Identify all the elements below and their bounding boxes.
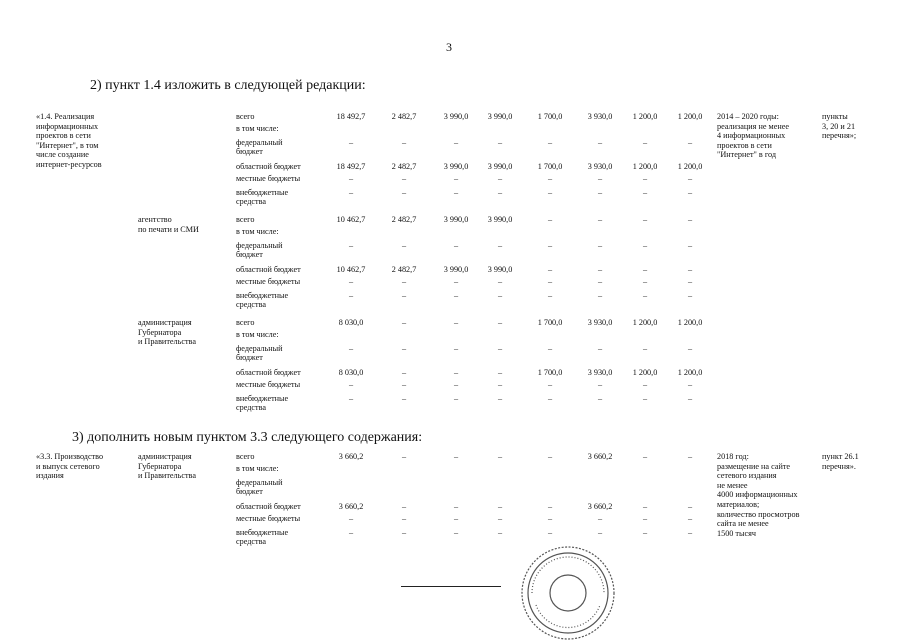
value-cell: 10 462,7 (336, 215, 366, 224)
value-cell: 2 482,7 (391, 162, 417, 171)
value-cell: 3 660,2 (338, 502, 364, 511)
value-cell: – (401, 528, 407, 537)
value-cell: 1 200,0 (632, 368, 658, 377)
value-cell: – (597, 215, 603, 224)
value-cell: – (687, 344, 693, 353)
value-cell: – (597, 344, 603, 353)
row-label: местные бюджеты (236, 514, 301, 523)
row-label: федеральный бюджет (236, 138, 283, 156)
value-cell: – (497, 188, 503, 197)
executor: агентство по печати и СМИ (138, 215, 199, 234)
value-cell: 3 990,0 (443, 162, 469, 171)
value-cell: 3 990,0 (487, 265, 513, 274)
value-cell: – (401, 318, 407, 327)
row-label: областной бюджет (236, 502, 301, 511)
value-cell: 1 700,0 (537, 368, 563, 377)
value-cell: 8 030,0 (338, 318, 364, 327)
value-cell: – (597, 528, 603, 537)
value-cell: 3 990,0 (487, 112, 513, 121)
value-cell: – (401, 452, 407, 461)
value-cell: – (401, 277, 407, 286)
value-cell: – (642, 394, 648, 403)
row-label: областной бюджет (236, 368, 301, 377)
value-cell: – (547, 174, 553, 183)
row-label: федеральный бюджет (236, 241, 283, 259)
value-cell: – (453, 174, 459, 183)
value-cell: – (348, 344, 354, 353)
value-cell: 3 990,0 (443, 112, 469, 121)
value-cell: – (547, 514, 553, 523)
value-cell: – (642, 528, 648, 537)
value-cell: 1 200,0 (632, 112, 658, 121)
value-cell: 18 492,7 (336, 112, 366, 121)
value-cell: – (642, 174, 648, 183)
row-label: местные бюджеты (236, 277, 301, 286)
value-cell: – (497, 452, 503, 461)
value-cell: – (597, 188, 603, 197)
value-cell: 1 200,0 (677, 368, 703, 377)
value-cell: – (547, 344, 553, 353)
executor: администрация Губернатора и Правительства (138, 452, 196, 481)
value-cell: 1 200,0 (677, 318, 703, 327)
value-cell: – (642, 514, 648, 523)
value-cell: – (453, 138, 459, 147)
value-cell: – (642, 265, 648, 274)
value-cell: – (401, 514, 407, 523)
value-cell: 1 700,0 (537, 112, 563, 121)
value-cell: – (687, 291, 693, 300)
row-label: внебюджетные средства (236, 528, 289, 546)
value-cell: 3 660,2 (587, 502, 613, 511)
value-cell: 3 990,0 (487, 162, 513, 171)
row-label: в том числе: (236, 330, 279, 339)
value-cell: – (642, 277, 648, 286)
value-cell: – (453, 291, 459, 300)
value-cell: – (497, 277, 503, 286)
signature-line (401, 586, 501, 587)
value-cell: – (497, 174, 503, 183)
value-cell: – (401, 174, 407, 183)
value-cell: 3 990,0 (487, 215, 513, 224)
value-cell: – (547, 265, 553, 274)
row-label: внебюджетные средства (236, 188, 289, 206)
row-label: областной бюджет (236, 162, 301, 171)
value-cell: 3 930,0 (587, 112, 613, 121)
value-cell: – (597, 291, 603, 300)
value-cell: – (453, 514, 459, 523)
value-cell: – (453, 394, 459, 403)
value-cell: – (687, 452, 693, 461)
row-label: в том числе: (236, 227, 279, 236)
value-cell: – (687, 215, 693, 224)
value-cell: – (497, 241, 503, 250)
value-cell: – (497, 502, 503, 511)
value-cell: 3 660,2 (338, 452, 364, 461)
value-cell: 2 482,7 (391, 215, 417, 224)
value-cell: – (348, 188, 354, 197)
value-cell: – (547, 452, 553, 461)
value-cell: – (401, 502, 407, 511)
round-seal-stamp-icon (518, 543, 618, 643)
expected-result: 2014 – 2020 годы: реализация не менее 4 информационных проектов в сети "Интернет" в год (717, 112, 789, 160)
row-label: местные бюджеты (236, 380, 301, 389)
value-cell: 3 990,0 (443, 265, 469, 274)
value-cell: 3 930,0 (587, 162, 613, 171)
measure-name: «1.4. Реализация информационных проектов в сети "Интернет", в том числе создание интернет-ресурсов (36, 112, 102, 169)
value-cell: – (547, 215, 553, 224)
value-cell: – (597, 380, 603, 389)
value-cell: – (453, 277, 459, 286)
value-cell: – (401, 394, 407, 403)
value-cell: – (687, 188, 693, 197)
reference: пункты 3, 20 и 21 перечня»; (822, 112, 857, 141)
value-cell: 2 482,7 (391, 265, 417, 274)
value-cell: 3 930,0 (587, 368, 613, 377)
value-cell: – (348, 528, 354, 537)
value-cell: – (597, 174, 603, 183)
value-cell: – (497, 368, 503, 377)
value-cell: – (642, 188, 648, 197)
row-label: местные бюджеты (236, 174, 301, 183)
value-cell: – (642, 215, 648, 224)
value-cell: – (547, 502, 553, 511)
value-cell: – (453, 528, 459, 537)
value-cell: – (497, 344, 503, 353)
value-cell: – (497, 528, 503, 537)
value-cell: – (687, 380, 693, 389)
value-cell: – (687, 394, 693, 403)
value-cell: – (453, 368, 459, 377)
value-cell: – (453, 502, 459, 511)
value-cell: – (597, 394, 603, 403)
value-cell: – (547, 241, 553, 250)
measure-name: «3.3. Производство и выпуск сетевого издания (36, 452, 104, 481)
value-cell: – (642, 452, 648, 461)
row-label: федеральный бюджет (236, 478, 283, 496)
row-label: всего (236, 215, 255, 224)
value-cell: – (401, 291, 407, 300)
value-cell: 1 200,0 (632, 162, 658, 171)
value-cell: – (642, 502, 648, 511)
value-cell: – (597, 241, 603, 250)
value-cell: 10 462,7 (336, 265, 366, 274)
value-cell: 3 660,2 (587, 452, 613, 461)
value-cell: – (547, 380, 553, 389)
value-cell: 1 200,0 (632, 318, 658, 327)
value-cell: – (401, 188, 407, 197)
value-cell: – (642, 380, 648, 389)
row-label: всего (236, 112, 255, 121)
value-cell: – (597, 138, 603, 147)
row-label: федеральный бюджет (236, 344, 283, 362)
value-cell: – (453, 241, 459, 250)
value-cell: 1 700,0 (537, 318, 563, 327)
row-label: в том числе: (236, 124, 279, 133)
value-cell: – (547, 138, 553, 147)
value-cell: – (453, 344, 459, 353)
value-cell: – (597, 277, 603, 286)
value-cell: – (453, 318, 459, 327)
value-cell: – (597, 514, 603, 523)
value-cell: – (348, 138, 354, 147)
row-label: областной бюджет (236, 265, 301, 274)
value-cell: – (642, 344, 648, 353)
value-cell: 8 030,0 (338, 368, 364, 377)
value-cell: – (348, 394, 354, 403)
value-cell: – (687, 528, 693, 537)
value-cell: – (687, 241, 693, 250)
value-cell: – (348, 291, 354, 300)
value-cell: – (497, 291, 503, 300)
value-cell: – (547, 291, 553, 300)
value-cell: 18 492,7 (336, 162, 366, 171)
value-cell: 3 930,0 (587, 318, 613, 327)
value-cell: – (642, 291, 648, 300)
row-label: внебюджетные средства (236, 291, 289, 309)
page-number: 3 (446, 40, 452, 54)
value-cell: – (547, 277, 553, 286)
value-cell: – (687, 502, 693, 511)
executor: администрация Губернатора и Правительства (138, 318, 196, 347)
value-cell: – (401, 138, 407, 147)
expected-result: 2018 год: размещение на сайте сетевого издания не менее 4000 информационных материалов; количество просмотров сайта не менее 1500 тысяч (717, 452, 800, 538)
row-label: всего (236, 318, 255, 327)
value-cell: – (401, 380, 407, 389)
value-cell: 1 700,0 (537, 162, 563, 171)
row-label: всего (236, 452, 255, 461)
value-cell: 3 990,0 (443, 215, 469, 224)
value-cell: – (687, 174, 693, 183)
value-cell: – (642, 138, 648, 147)
row-label: внебюджетные средства (236, 394, 289, 412)
value-cell: – (401, 241, 407, 250)
value-cell: 1 200,0 (677, 162, 703, 171)
value-cell: – (642, 241, 648, 250)
value-cell: – (687, 265, 693, 274)
value-cell: – (348, 380, 354, 389)
value-cell: – (687, 514, 693, 523)
value-cell: – (348, 277, 354, 286)
row-label: в том числе: (236, 464, 279, 473)
value-cell: – (497, 138, 503, 147)
value-cell: – (547, 394, 553, 403)
section-heading-item-1-4: 2) пункт 1.4 изложить в следующей редакции: (90, 78, 366, 93)
value-cell: – (547, 528, 553, 537)
value-cell: – (453, 380, 459, 389)
value-cell: – (453, 188, 459, 197)
value-cell: – (401, 344, 407, 353)
value-cell: – (687, 277, 693, 286)
value-cell: 1 200,0 (677, 112, 703, 121)
value-cell: – (687, 138, 693, 147)
value-cell: – (597, 265, 603, 274)
value-cell: – (348, 174, 354, 183)
value-cell: 2 482,7 (391, 112, 417, 121)
value-cell: – (497, 394, 503, 403)
value-cell: – (453, 452, 459, 461)
value-cell: – (497, 380, 503, 389)
reference: пункт 26.1 перечня». (822, 452, 859, 471)
value-cell: – (547, 188, 553, 197)
section-heading-item-3-3: 3) дополнить новым пунктом 3.3 следующего содержания: (72, 430, 423, 445)
value-cell: – (497, 318, 503, 327)
value-cell: – (348, 241, 354, 250)
value-cell: – (497, 514, 503, 523)
value-cell: – (401, 368, 407, 377)
value-cell: – (348, 514, 354, 523)
